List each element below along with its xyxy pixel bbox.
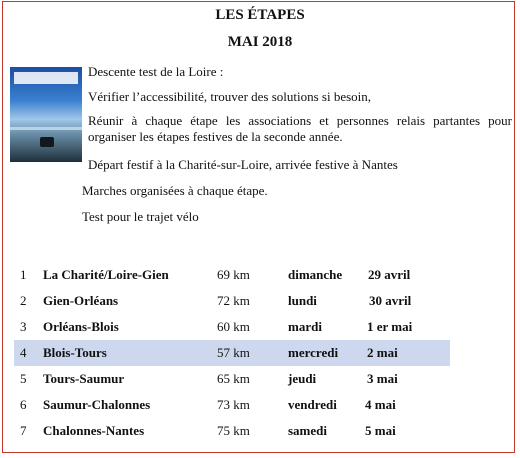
- stage-day: dimanche: [288, 267, 343, 282]
- flyer-boat: [40, 137, 54, 147]
- stage-date: 5 mai: [365, 423, 396, 438]
- intro-line-3: Réunir à chaque étape les associations et personnes relais partantes pour organiser les étapes festives de la seconde année.: [88, 113, 512, 144]
- stage-distance: 73 km: [217, 397, 250, 412]
- flyer-horizon: [10, 127, 82, 130]
- stage-number: 3: [20, 319, 27, 334]
- table-row: [14, 314, 450, 340]
- stage-distance: 65 km: [217, 371, 250, 386]
- stage-number: 4: [20, 345, 27, 360]
- table-row: [14, 418, 450, 444]
- table-row-highlighted: [14, 340, 450, 366]
- stage-day: lundi: [288, 293, 317, 308]
- table-row: [14, 262, 450, 288]
- stage-name: La Charité/Loire-Gien: [43, 267, 169, 282]
- flyer-banner: [14, 72, 78, 84]
- intro-line-6: Test pour le trajet vélo: [82, 209, 199, 224]
- stage-name: Saumur-Chalonnes: [43, 397, 151, 412]
- stage-day: vendredi: [288, 397, 337, 412]
- stage-distance: 75 km: [217, 423, 250, 438]
- stage-number: 6: [20, 397, 27, 412]
- stage-date: 30 avril: [369, 293, 412, 308]
- stage-distance: 69 km: [217, 267, 250, 282]
- stage-date: 4 mai: [365, 397, 396, 412]
- page-title: LES ÉTAPES: [215, 7, 305, 23]
- stage-date: 2 mai: [367, 345, 398, 360]
- stage-distance: 60 km: [217, 319, 250, 334]
- intro-line-5: Marches organisées à chaque étape.: [82, 183, 268, 198]
- stage-name: Blois-Tours: [43, 345, 107, 360]
- intro-line-4: Départ festif à la Charité-sur-Loire, arrivée festive à Nantes: [88, 157, 398, 172]
- stage-day: jeudi: [288, 371, 317, 386]
- stage-number: 7: [20, 423, 27, 438]
- table-row: [14, 366, 450, 392]
- stage-name: Orléans-Blois: [43, 319, 119, 334]
- stage-date: 3 mai: [367, 371, 398, 386]
- stage-number: 2: [20, 293, 27, 308]
- stage-distance: 57 km: [217, 345, 250, 360]
- stage-distance: 72 km: [217, 293, 250, 308]
- table-row: [14, 392, 450, 418]
- stage-name: Gien-Orléans: [43, 293, 119, 308]
- stage-date: 29 avril: [368, 267, 411, 282]
- stage-day: mardi: [288, 319, 322, 334]
- stage-day: samedi: [288, 423, 327, 438]
- stage-date: 1 er mai: [367, 319, 413, 334]
- stages-table: [14, 262, 450, 444]
- stage-day: mercredi: [288, 345, 339, 360]
- stage-number: 1: [20, 267, 27, 282]
- stage-name: Tours-Saumur: [43, 371, 125, 386]
- stage-name: Chalonnes-Nantes: [43, 423, 145, 438]
- intro-line-2: Vérifier l’accessibilité, trouver des solutions si besoin,: [88, 89, 372, 104]
- stage-number: 5: [20, 371, 27, 386]
- intro-line-1: Descente test de la Loire :: [88, 64, 224, 79]
- flyer-thumbnail-image: [10, 67, 82, 162]
- page-subtitle: MAI 2018: [227, 34, 293, 50]
- table-row: [14, 288, 450, 314]
